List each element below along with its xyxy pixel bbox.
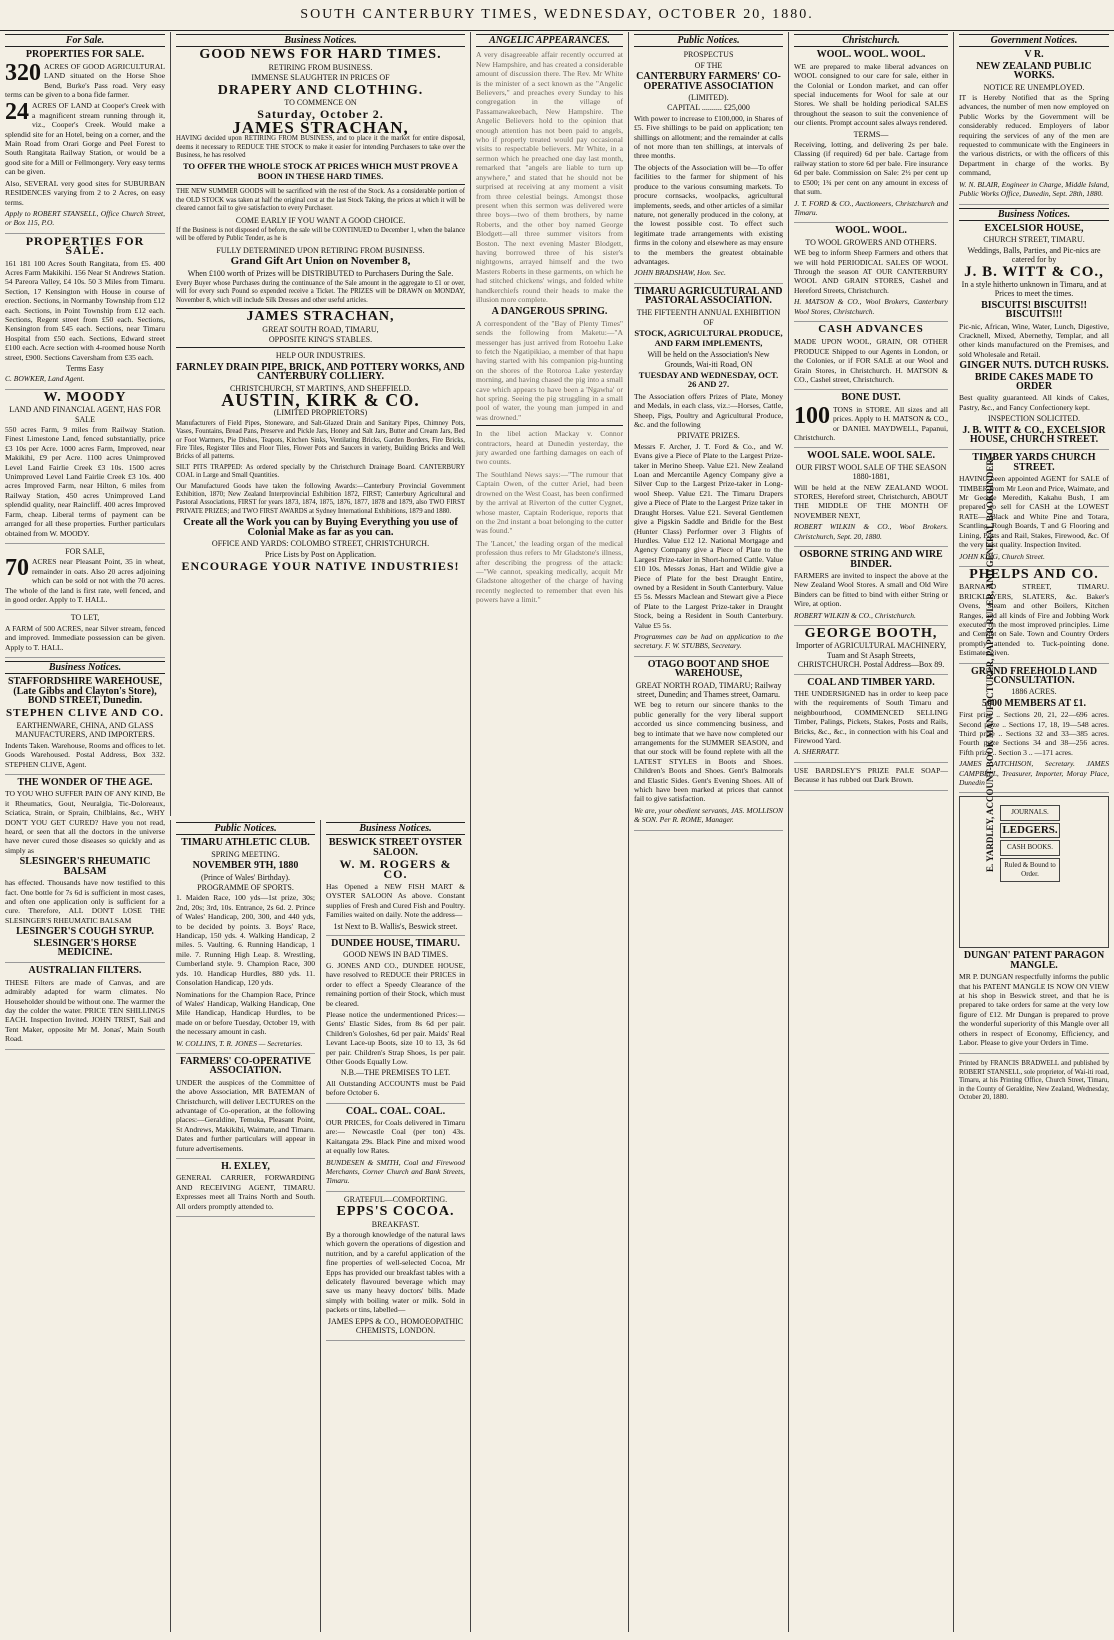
section-heading: Government Notices.: [959, 34, 1109, 47]
ad-otago-boot: [634, 660, 783, 831]
ad-subheading: In a style hitherto unknown in Timaru, and at Prices to meet the times.: [961, 279, 1107, 299]
ad-farmers-cooperative: [176, 1057, 315, 1159]
ad-signature: W. N. BLAIR, Engineer in Charge, Middle Island, Public Works Office, Dunedin, Sept. 28th, 1880.: [959, 179, 1109, 199]
ad-heading: TO OFFER THE WHOLE STOCK AT PRICES WHICH MUST PROVE A BOON IN THESE HARD TIMES.: [182, 161, 459, 181]
section-heading: Business Notices.: [176, 34, 465, 47]
ad-heading: Create all the Work you can by Buying Everything you use of Colonial Make as far as you can.: [183, 517, 458, 538]
ad-text: MADE UPON WOOL, GRAIN, OR OTHER PRODUCE Shipped to our Agents in London, or the Colonies, or if FOR SALE at our Wool and Grain Stores, in Christchurch. H. MATSON & CO., Cashel street, Christchurch.: [794, 337, 948, 384]
ad-number: 100: [794, 402, 830, 429]
ad-text: All Outstanding ACCOUNTS must be Paid before October 6.: [326, 1078, 465, 1098]
ad-heading: TIMARU ATHLETIC CLUB.: [181, 837, 310, 849]
divider: [176, 184, 465, 185]
ad-heading: COAL AND TIMBER YARD.: [807, 676, 935, 688]
ad-subheading: OPPOSITE KING'S STABLES.: [268, 334, 373, 344]
ad-subheading: (LIMITED PROPRIETORS): [273, 408, 368, 418]
ad-subheading: RETIRING FROM BUSINESS.: [268, 62, 373, 72]
ad-text: If the Business is not disposed of before, the sale will be CONTINUED to December 1, when the balance will be offered by Public Tender, as he is: [176, 226, 465, 243]
ad-text: UNDER the auspices of the Committee of the above Association, MR BATEMAN of Christchurch, will deliver LECTURES on the advantage of Co-operation, at the following places:—Geraldine, Temuka, Pleasant Point, St Andrews, Makikihi, Waimate, and Timaru. Dates and further particulars will appear in future advertisements.: [176, 1077, 315, 1153]
ad-heading: GINGER NUTS. DUTCH RUSKS.: [959, 360, 1109, 372]
ad-heading: BESWICK STREET OYSTER SALOON.: [328, 837, 463, 858]
ad-text: FARMERS are invited to inspect the above at the New Zealand Wool Stores. A small and Old Wire Binders can be fitted to bind with either String or Wire, at option.: [794, 570, 948, 609]
ad-subheading: TERMS—: [853, 129, 889, 139]
ad-heading: CASH ADVANCES: [818, 322, 924, 335]
ad-text: TONS in STORE. All sizes and all prices. Apply to H. MATSON & CO., or DANIEL MAYDWELL, Papanui, Christchurch.: [794, 404, 948, 443]
ad-coal-timber: [794, 678, 948, 763]
ad-clive: [5, 677, 165, 775]
ad-epps-cocoa: [326, 1195, 465, 1341]
ad-heading: J. B. WITT & CO., EXCELSIOR HOUSE, CHURCH STREET.: [962, 424, 1106, 446]
ad-athletic-club: [176, 838, 315, 1054]
article-text: The Southland News says:—"The rumour that Captain Owen, of the cutter Ariel, had been drowned on the West Coast, has been confirmed by the arrival at Riverton of the cutter Cygnet, whose master, Captain Roderique, reports that on the 2nd instant a boat belonging to the cutter was found.": [476, 469, 623, 536]
ad-heading: WOOL SALE. WOOL SALE.: [807, 450, 935, 462]
ad-text: 550 acres Farm, 9 miles from Railway Station. Finest Limestone Land, fenced substantially, price £3 10s per Acre. 1000 acres Farm, Improved, near Makikihi, £9 per Acre. 1100 acres Unimproved Level Land Fairlie Creek £3 10s. 1500 acres Unimproved Level Land Fairlie Creek £3 10s. 400 acres Improved Farm, near Hilton, 6 miles from Railway Station, 450 acres Unimproved Land splendid quality, near Raincliff. 400 acres Improved Farm, cheap. Liberal terms of payment can be arranged for all these properties. Further particulars obtained from W. MOODY.: [5, 425, 165, 538]
ad-osborne-binder: [794, 550, 948, 626]
ad-subheading: OF THE: [694, 60, 723, 70]
ledger-label: LEDGERS.: [1000, 823, 1060, 838]
ad-heading: BONE DUST.: [841, 392, 901, 404]
ad-signature: H. MATSON & CO., Wool Brokers, Canterbury Wool Stores, Christchurch.: [794, 297, 948, 316]
ad-subheading: TO WOOL GROWERS AND OTHERS.: [805, 237, 937, 247]
ad-text: THESE Filters are made of Canvas, and are admirably adapted for warm climates. No Householder should be without one. The warmer the day the colder the water. PRICE TEN SHILLINGS EACH. Inspection Invited. JOHN TRIST, Sail and Tent Maker, opposite Mr M. Jonas', Main South Road.: [5, 977, 165, 1044]
ad-subheading: CHURCH STREET, TIMARU.: [983, 235, 1085, 245]
ad-subheading: When £100 worth of Prizes will be DISTRIBUTED to Purchasers During the Sale.: [187, 268, 454, 278]
ad-heading: TIMBER YARDS CHURCH STREET.: [972, 452, 1096, 473]
ad-heading: CANTERBURY FARMERS' CO-OPERATIVE ASSOCIATION: [636, 71, 781, 92]
ad-text: TO YOU WHO SUFFER PAIN OF ANY KIND, Be it Rheumatics, Gout, Neuralgia, Tic-Doloreaux, Sciatica, Strain, or Sprain, Chilblains, &c., WHY DON'T YOU GET CURED? Have you not read, heard, or seen that all the doctors in the universe have never cured those diseases so quickly and as simply as: [5, 789, 165, 855]
ad-subheading: SPRING MEETING.: [211, 849, 280, 859]
ad-subheading: OUR FIRST WOOL SALE OF THE SEASON 1880-1881,: [795, 462, 947, 482]
ad-text: G. JONES AND CO., DUNDEE HOUSE, have resolved to REDUCE their PRICES in order to effect a Speedy Clearance of the remaining portion of their Stock, which must be cleared.: [326, 960, 465, 1008]
ad-wool-ford: [794, 50, 948, 223]
ad-subheading: Importer of AGRICULTURAL MACHINERY, Tuam and St Asaph Streets, CHRISTCHURCH. Postal Address—Box 89.: [795, 641, 947, 670]
article-text: A correspondent of the "Bay of Plenty Times" sends the following from Maketu:—"A messenger has just arrived from Rotoehu Lake to fetch the Ngatipikiao, a member of that hapu having started with his companion pig-hunting on the shores of the Rotoroa Lake yesterday morning, and having chased the pig into a small cave which appears to have been a 'Ngawha' or hot spring. Seeing the pig struggling in a small pool of water, the young man jumped in and was drowned.": [476, 318, 623, 422]
ad-slesinger: [5, 778, 165, 963]
section-heading: Business Notices.: [959, 208, 1109, 221]
ad-heading: NEW ZEALAND PUBLIC WORKS.: [976, 60, 1092, 82]
ad-heading: ENCOURAGE YOUR NATIVE INDUSTRIES!: [181, 558, 460, 573]
ad-text: A FARM of 500 ACRES, near Silver stream, fenced and improved. Immediate possession can be given. Apply to T. HALL.: [5, 623, 165, 652]
ad-subheading: FOR SALE,: [65, 546, 105, 556]
ad-bowker: [5, 259, 165, 390]
article-text: The 'Lancet,' the leading organ of the medical profession thus refers to Mr Gladstone's illness, after describing the progress of the attack:—"We cannot, speaking medically, acquit Mr Gladstone altogether of the charge of having recently neglected to remember that even his powers have a limit.": [476, 538, 623, 605]
ad-moody: [5, 389, 165, 544]
ad-cash-advances: [794, 322, 948, 390]
ad-signature: ROBERT WILKIN & CO., Wool Brokers. Christchurch, Sept. 20, 1880.: [794, 522, 948, 541]
column-christchurch: [788, 32, 953, 1632]
ad-exley: [176, 1162, 315, 1217]
ad-text: WE are prepared to make liberal advances on WOOL consigned to our care for sale, either in the Colonial or London market, and can offer special inducements for Wool for sale at our Stores. We shall be holding periodical SALES throughout the season to suit the convenience of our clients. Prompt account sales always rendered.: [794, 61, 948, 128]
ad-subheading: COME EARLY IF YOU WANT A GOOD CHOICE.: [235, 215, 406, 225]
ad-heading: DUNGAN' PATENT PARAGON MANGLE.: [963, 950, 1105, 971]
ad-heading: JAMES STRACHAN,: [232, 117, 409, 137]
ad-text: SILT PITS TRAPPED: As ordered specially by the Christchurch Drainage Board. CANTERBURY COAL in Large and Small Quantities.: [176, 463, 465, 480]
ad-heading: V R.: [1024, 49, 1044, 61]
ad-text: THE NEW SUMMER GOODS will be sacrificed with the rest of the Stock. As a considerable portion of the OLD STOCK was taken at half the original cost at the last Stock Taking, the prices at which it will be cleared cannot fail to give satisfaction to every Purchaser.: [176, 188, 465, 213]
ad-heading: PROPERTIES FOR SALE.: [25, 49, 145, 61]
ad-text: has effected. Thousands have now testified to this fact. One bottle for 7s 6d is sufficient in most cases, and often one application only is sufficient for a cure. Therefore, ALL DON'T LOSE THE SLESINGER'S RHEUMATIC BALSAM: [5, 878, 165, 925]
ad-george-booth: [794, 625, 948, 675]
ad-subheading: TO LET,: [70, 613, 100, 623]
ad-heading: FARNLEY DRAIN PIPE, BRICK, AND POTTERY WORKS, AND CANTERBURY COLLIERY.: [176, 361, 465, 383]
column-for-sale: [0, 32, 170, 1632]
ad-heading: DUNDEE HOUSE, TIMARU.: [331, 938, 460, 950]
ad-text: First prize .. Sections 20, 21, 22—696 acres. Second prize .. Sections 17, 18, 19—548 acres. Third prize .. Sections 32 and 33—385 acres. Fourth prize Sections 34 and 38—256 acres. Fifth prize .. Section 3 .. —171 acres.: [959, 710, 1109, 757]
ad-coal: [326, 1107, 465, 1192]
ad-phelps: [959, 566, 1109, 664]
ad-subheading: JAMES EPPS & CO., HOMOEOPATHIC CHEMISTS, LONDON.: [327, 1316, 464, 1336]
ad-text: Pic-nic, African, Wine, Water, Lunch, Digestive, Cracknell, Mixed, Abernethy, Templar, and all other kinds manufactured on the Premises, and sold Wholesale and Retail.: [959, 321, 1109, 359]
ad-text: USE BARDSLEY'S PRIZE PALE SOAP—Because it has rubbed out Dark Brown.: [794, 765, 948, 785]
ad-subheading: NOTICE RE UNEMPLOYED.: [983, 82, 1085, 92]
ad-text: Has Opened a NEW FISH MART & OYSTER SALOON As above. Constant supplies of Fresh and Cured Fish and Poultry. Families waited on daily. Note the address—: [326, 882, 465, 920]
ad-heading: SLESINGER'S RHEUMATIC BALSAM: [19, 856, 151, 877]
section-heading: For Sale.: [5, 34, 165, 47]
ad-signature: JAMES AITCHISON, Secretary. JAMES CAMPBELL, Treasurer, Importer, Moray Place, Dunedin: [959, 759, 1109, 788]
section-heading: Public Notices.: [634, 34, 783, 47]
ad-heading: WOOL. WOOL.: [835, 225, 907, 237]
ad-heading: DRAPERY AND CLOTHING.: [217, 82, 424, 98]
article-text: In the libel action Mackay v. Connor contractors, heard at Dunedin yesterday, the jury awarded one farthing damages on each of two counts.: [476, 429, 623, 467]
article-heading: A DANGEROUS SPRING.: [491, 306, 608, 318]
ad-heading: PHELPS AND CO.: [969, 566, 1099, 582]
ad-heading: GEORGE BOOTH,: [804, 625, 938, 641]
ad-signature: A. SHERRATT.: [794, 747, 840, 757]
ad-heading: STEPHEN CLIVE AND CO.: [6, 706, 164, 719]
ad-text: IT is Hereby Notified that as the Spring advances, the number of men now employed on Public Works by the Government will be considerably reduced. Employers of labor requiring the services of any of the men are requested to communicate with the Engineers in the various districts, or with the officers of this Department in charge of the works. By command,: [959, 93, 1109, 178]
ad-heading: FARMERS' CO-OPERATIVE ASSOCIATION.: [179, 1055, 312, 1077]
ad-text: 1. Maiden Race, 100 yds—1st prize, 30s; 2nd, 20s; 3rd, 10s. Entrance, 2s 6d. 2. Prince of Wales' Handicap, 200, 300, and 440 yds, to be decided by points. 3. Boys' Race, Handicap, 150 yds. 4. Walking Handicap, 2 miles. 5. Vaulting. 6. Running Handicap, 1 mile. 7. Running High Leap. 8. Wrestling, Cumberland style. 9. Champion Race, 300 yds. 10. Handicap Hurdles, 880 yds. 11. Consolation Handicap, 120 yds.: [176, 893, 315, 988]
ad-text: Will be held at the NEW ZEALAND WOOL STORES, Hereford street, Christchurch, ABOUT THE MIDDLE OF THE MONTH OF NOVEMBER NEXT,: [794, 482, 948, 520]
ad-timber-yards: [959, 453, 1109, 566]
ad-heading: W. M. ROGERS & CO.: [339, 857, 452, 881]
ad-heading: J. B. WITT & CO.,: [964, 263, 1104, 280]
ad-heading: GRAND FREEHOLD LAND CONSULTATION.: [970, 665, 1098, 686]
ad-signature: We are, your obedient servants, JAS. MOLLISON & SON. Per R. ROME, Manager.: [634, 805, 783, 825]
ad-text: HAVING decided upon RETIRING FROM BUSINESS, and to place it the market for entire disposal, deems it necessary to REDUCE THE STOCK to make it easier for intending Purchasers to take over the Business, he has resolved: [176, 135, 465, 160]
ad-text: Messrs F. Archer, J. T. Ford & Co., and W. Evans give a Piece of Plate to the Largest Prize-taker in Merino Sheep. Value £21. New Zealand Loan and Mercantile Agency Company give a Silver Cup to the Largest Prize-taker in Long-wool Sheep. Value £21. The Timaru Drapers give a Piece of Plate to the Largest Prize taker in Draught Horses. Value £21. Several Gentlemen give a Pigskin Saddle and Bridle for the Best (Hunter Class) Performer over 3 Flights of Hurdles. Value £12 12. National Mortgage and Agency Company give a Piece of Plate to the Largest Prize-taker in Short-horned Cattle. Value £10 10s. Messrs Jonas, Hart and Wildie give a Piece of Plate for the best Draught Entire, owned by a Resident in South Canterbury. Value £5 5s. Messrs Maclean and Stewart give a Piece of Plate to the Largest Prize-taker in Draught Stock, being a Resident in South Canterbury. Value £5 5s.: [634, 441, 783, 630]
ad-dundee-house: [326, 939, 465, 1104]
ad-text: With power to increase to £100,000, in Shares of £5. Five shillings to be paid on application; ten shillings on allotment; and the remainder at calls of not more than ten shillings, at intervals of three months.: [634, 113, 783, 161]
ad-subheading: CHRISTCHURCH, ST MARTIN'S, AND SHEFFIELD.: [229, 383, 412, 393]
ad-heading: NOVEMBER 9TH, 1880: [192, 860, 299, 872]
ad-subheading: GRATEFUL—COMFORTING.: [343, 1194, 448, 1204]
ad-number: 24: [5, 99, 29, 126]
ad-heading: E. YARDLEY, ACCOUNT-BOOK MANUFACTURER, PAPER RULER, AND GENERAL BOOKBINDER,: [985, 457, 995, 873]
ad-text: Nominations for the Champion Race, Prince of Wales' Handicap, Walking Handicap, One Mile Handicap, Handicap Hurdles, to be made on or before Tuesday, October 19, with the necessary amount in cash.: [176, 989, 315, 1037]
ad-oyster-saloon: [326, 838, 465, 936]
ad-text: WE beg to inform Sheep Farmers and others that we will hold PERIODICAL SALES OF WOOL Through the season AT OUR CANTERBURY WOOL AND GRAIN STORES, Cashel and Hereford Streets, Christchurch.: [794, 248, 948, 295]
ad-heading: JAMES STRACHAN,: [246, 309, 395, 325]
imprint: Printed by FRANCIS BRADWELL and published by ROBERT STANSELL, sole proprietor, of Wai-iti road, Timaru, at his Printing Office, Church Street, Timaru, in the County of Geraldine, New Zealand, Wednesday, October 20, 1880.: [959, 1060, 1109, 1101]
ad-text: Indents Taken. Warehouse, Rooms and offices to let. Goods Warehoused. Postal Address, Box 332. STEPHEN CLIVE, Agent.: [5, 740, 165, 769]
masthead: SOUTH CANTERBURY TIMES, WEDNESDAY, OCTOBER 20, 1880.: [0, 0, 1114, 31]
ledger-label: JOURNALS.: [1000, 805, 1060, 820]
ad-heading: TUESDAY AND WEDNESDAY, OCT. 26 AND 27.: [638, 370, 779, 390]
ad-number: 320: [5, 59, 41, 86]
ad-signature: J. T. FORD & CO., Auctioneers, Christchurch and Timaru.: [794, 198, 948, 217]
ad-dungan-mangle: [959, 951, 1109, 1053]
ad-heading: AUSTRALIAN FILTERS.: [28, 965, 142, 977]
section-heading: Business Notices.: [326, 822, 465, 835]
ad-text: Also, SEVERAL very good sites for SUBURBAN RESIDENCES varying from 2 to 2 Acres, on easy terms.: [5, 178, 165, 207]
divider: [176, 347, 465, 348]
ad-70-acres: [5, 547, 165, 610]
ad-text: OUR PRICES, for Coals delivered in Timaru are:— Newcastle Coal (per ton) 43s. Kaitangata 29s. Black Pine and mixed wood at equally low Rates.: [326, 1117, 465, 1156]
ad-heading: BRIDE CAKES MADE TO ORDER: [974, 371, 1094, 392]
column-news: [470, 32, 628, 1632]
section-heading: ANGELIC APPEARANCES.: [476, 34, 623, 47]
ad-text: WE beg to return our sincere thanks to the public generally for the very liberal support accorded us since commencing business, and beg to intimate that we have now completed our arrangements for the SUMMER SEASON, and that our stock will be found replete with all the LATEST STYLES in Boots and Shoes. Children's Boots and Shoes. Gent's Balmorals and Elastic Sides. Gent's Evening Shoes. All of which have been marked at prices that cannot fail to give satisfaction.: [634, 700, 783, 804]
ad-subheading: HELP OUR INDUSTRIES.: [275, 351, 366, 361]
ledger-illustration: [1000, 803, 1060, 884]
ad-subheading: Will be held on the Association's New Grounds, Wai-iti Road, ON: [647, 350, 770, 369]
ad-320-acres: [5, 59, 165, 234]
ad-filters: [5, 966, 165, 1049]
ad-heading: LESINGER'S COUGH SYRUP.: [16, 926, 154, 938]
ad-heading: TIMARU AGRICULTURAL AND PASTORAL ASSOCIATION.: [634, 285, 783, 307]
ad-heading: OTAGO BOOT AND SHOE WAREHOUSE,: [647, 658, 770, 680]
ad-subheading: THE FIFTEENTH ANNUAL EXHIBITION: [636, 307, 781, 317]
ad-public-works: [959, 50, 1109, 204]
ad-bone-dust: [794, 393, 948, 448]
ad-subheading: (Prince of Wales' Birthday).: [200, 872, 291, 882]
ad-signature: ROBERT WILKIN & CO., Christchurch.: [794, 610, 916, 620]
ad-heading: THE WONDER OF THE AGE.: [17, 777, 153, 789]
ad-text: BARNARD STREET, TIMARU. BRICKLAYERS, SLATERS, &c. Baker's Ovens, Steam and other Boilers, Kitchen Ranges, and all kinds of Fire and Jobbing Work executed on the most improved principles. Lime and Cement on Sale. Town and Country Orders promptly attended to. Tuck-pointing done. Estimates given.: [959, 582, 1109, 658]
ad-subheading: N.B.—THE PREMISES TO LET.: [340, 1068, 451, 1078]
ad-text: Every Buyer whose Purchases during the continuance of the Sale amount in the aggregate to £1 or over, will for every such Pound so expended receive a Ticket. The PRIZES will be DRAWN on MONDAY, November 8, which will include Silk Dresses and other useful articles.: [176, 279, 465, 304]
ad-subheading: OFFICE AND YARDS: COLOMBO STREET, CHRISTCHURCH.: [211, 539, 430, 549]
ad-text: ACRES OF LAND at Cooper's Creek with a magnificent stream running through it, viz., Cooper's Creek. Would make a splendid site for an Hotel, being on a corner, and the Main Road from Orari Gorge and Peel Forest to South Rangitata Railway Station, or would be a good site for a Mill or Fellmongery. Very easy terms can be given.: [5, 101, 165, 177]
ad-text: ACRES OF GOOD AGRICULTURAL LAND situated on the Horse Shoe Bend, Burke's Pass road. Very easy terms can be given to a bona fide farmer.: [5, 61, 165, 100]
ad-text: 161 181 100 Acres South Rangitata, from £5. 400 Acres Farm Makikihi. 156 Near St Andrews Station. 54 Pareora Valley, £4 10s. 50 3 Miles from Timaru. Section, 17 Kensington with House in course of erection. Sections, in Normanby Township from £12 each. Sections, in Point Township from £12 each. Sections, Regent street from £50 each. Sections, Kensington from £45 each. Sections, near Timaru Hospital from £50 each. Sections, Edward street £100 each. Acre section with 4-roomed house North street, £900. Sections Caversham from £35 each.: [5, 258, 165, 362]
ad-subheading: TO COMMENCE ON: [284, 98, 357, 108]
ad-text: Best quality guaranteed. All kinds of Cakes, Pastry, &c., and Fancy Confectionery kept.: [959, 393, 1109, 412]
ad-subheading: PROSPECTUS: [683, 50, 734, 60]
ad-text: Terms Easy: [66, 364, 104, 373]
ledger-label: Ruled & Bound to Order.: [1000, 858, 1060, 883]
ad-signature: BUNDESEN & SMITH, Coal and Firewood Merchants, Corner Church and Bank Streets, Timaru.: [326, 1157, 465, 1186]
divider: [476, 425, 623, 426]
ad-heading: PROPERTIES FOR SALE.: [25, 233, 145, 258]
ad-heading: WOOL. WOOL. WOOL.: [816, 49, 926, 61]
ad-ap-association: [634, 287, 783, 657]
ad-heading: OSBORNE STRING AND WIRE BINDER.: [799, 549, 943, 570]
ad-heading: 5000 MEMBERS AT £1.: [981, 697, 1087, 709]
ad-subheading: CAPITAL .......... £25,000: [667, 103, 750, 113]
ad-land-consultation: [959, 667, 1109, 794]
ad-heading: STAFFORDSHIRE WAREHOUSE, (Late Gibbs and Clayton's Store), BOND STREET, Dunedin.: [7, 676, 163, 707]
ad-wool-matson: [794, 226, 948, 322]
column-public-notices: [170, 820, 320, 1632]
ad-heading: EPPS'S COCOA.: [336, 1204, 455, 1220]
ad-excelsior: [959, 224, 1109, 451]
ad-subheading: GOOD NEWS IN BAD TIMES.: [343, 950, 448, 960]
ad-subheading: FULLY DETERMINED UPON RETIRING FROM BUSINESS.: [216, 245, 425, 255]
ad-heading: COAL. COAL. COAL.: [345, 1105, 446, 1117]
ad-text: GENERAL CARRIER, FORWARDING AND RECEIVING AGENT, TIMARU. Expresses meet all Trains North and South. All orders promptly attended to.: [176, 1173, 315, 1211]
ad-subheading: 1886 ACRES.: [1011, 687, 1057, 697]
ad-text: Our Manufactured Goods have taken the following Awards:—Canterbury Provincial Government Exhibition, 1870; New Zealand Interprovincial Exhibition 1872, FIRST; Canterbury Agricultural and Pastoral Associations, FIRST for years 1873, 1874, 1875, 1876, 1877, 1878 and 1879, also TWO FIRST PRIVATE PRIZES; and TWO FIRST AWARDS at Sydney International Exhibitions, 1879 and 1880.: [176, 482, 465, 515]
ad-subheading: BREAKFAST.: [371, 1219, 420, 1229]
ad-heading: Grand Gift Art Union on November 8,: [230, 255, 411, 268]
ad-subheading: (LIMITED).: [688, 93, 729, 103]
ad-heading: BISCUITS! BISCUITS!! BISCUITS!!!: [981, 299, 1087, 321]
ad-bardsley-soap: [794, 766, 948, 791]
ad-text: HAVING been appointed AGENT for SALE of TIMBER from Mr Leon and Price, Waimate, and Mr George Meredith, Kakahu Bush, I am prepared to sell for CASH at the LOWEST RATE— Black and White Pine and Totara, Scantling, Rough Boards, T and G Flooring and Lining, Posts and Rail, Stakes, Firewood, &c. Of the very best quality. Inspection Invited.: [959, 474, 1109, 550]
article-text: A very disagreeable affair recently occurred at New Hampshire, and has created a considerable amount of discussion there. The Rev. Mr White is the minister of a sect known as the "Angelic Believers," and preaches every Sunday to his congregation in the village of Passamawakeebach, New Hampshire. The Angelic Believers hold to the opinion that enough attention has not been paid to angels, who if properly treated would pay occasional visits to respectable believers. Mr White, in a sermon which he preached one day last month, remarked that "angels are liable to turn up anywhere," and stated that he should not be surprised at receiving at any moment a visit from three celestial beings. Amongst those present when this sermon was delivered were three boys—two of them brothers, by name Roberts, and the other boy named George Blodgett—all three summer visitors from Boston. The next evening Master Blodgett, having borrowed three of his sister's nightgowns, arrayed himself and the two Masters Roberts in these garments, on which he had stitched chickens' wings, and folded white handkerchiefs round their heads to make the illusion more complete.: [476, 50, 623, 304]
section-heading: Christchurch.: [794, 34, 948, 47]
section-heading: Business Notices.: [5, 661, 165, 674]
ad-subheading: GREAT SOUTH ROAD, TIMARU,: [262, 324, 379, 334]
ad-text: ACRES near Pleasant Point, 35 in wheat, remainder in oats. Also 20 acres adjoining which can be sold or not with the 70 acres. The whole of the land is first rate, well fenced, and in good order. Apply to T. HALL.: [5, 557, 165, 604]
column-business-lower: [320, 820, 470, 1632]
ad-text: By a thorough knowledge of the natural laws which govern the operations of digestion and nutrition, and by a careful application of the fine properties of well-selected Cocoa, Mr Epps has provided our breakfast tables with a delicately flavoured beverage which may save us many heavy doctors' bills. Made simply with boiling water or milk. Sold in packets or tins, labelled—: [326, 1230, 465, 1315]
ad-heading: STOCK, AGRICULTURAL PRODUCE, AND FARM IMPLEMENTS,: [634, 328, 783, 348]
ad-heading: AUSTIN, KIRK & CO.: [221, 390, 420, 410]
ad-text: Manufacturers of Field Pipes, Stoneware, and Salt-Glazed Drain and Sanitary Pipes, Chimney Pots, Vases, Fountains, Bread Pans, Preserve and Pickle Jars, Honey and Salt Jars, Butter and Cream Jars, Bed or Foot Warmers, Pie Dishes, Teapots, Kitchen Sinks, Ventilating Bricks, Garden Borders, Fire Bricks, Fire Tiles, Register Tiles and Floor Tiles, Flower Pots and Saucers in variety, Building Bricks and Well Bricks of all patterns.: [176, 419, 465, 461]
ad-subheading: OF: [703, 317, 714, 327]
ad-text: Receiving, lotting, and delivering 2s per bale. Classing (if required) 6d per bale. Cartage from railway station to store 6d per bale. Fire insurance 6d per bale. Commission on Sale: 2½ per cent up to £500; 1¾ per cent on any amount in excess of that sum.: [794, 140, 948, 197]
column-public-notices-right: [628, 32, 788, 1632]
ad-subheading: INSPECTION SOLICITED.: [988, 414, 1080, 424]
ad-farmers-prospectus: [634, 50, 783, 283]
ad-text: MR P. DUNGAN respectfully informs the public that his PATENT MANGLE IS NOW ON VIEW at his shop in Beswick street, and that he is prepared to take orders for same at the very low figure of £12. Mr Dungan is prepared to prove the wonderful superiority of this Mangle over all others in respect of Economy, Efficiency, and Labor. Please to give your Orders in Time.: [959, 972, 1109, 1048]
ad-subheading: PRIVATE PRIZES.: [677, 431, 740, 441]
ad-signature: Apply to ROBERT STANSELL, Office Church Street, or Box 115, P.O.: [5, 208, 165, 228]
ad-signature: W. COLLINS, T. R. JONES — Secretaries.: [176, 1038, 303, 1048]
ad-wool-sale: [794, 451, 948, 547]
ad-heading: GOOD NEWS FOR HARD TIMES.: [199, 47, 442, 63]
ad-subheading: PROGRAMME OF SPORTS.: [197, 883, 294, 893]
ad-text: THE UNDERSIGNED has in order to keep pace with the requirements of South Timaru and neighbourhood, COMMENCED SELLING Timber, Palings, Pickets, Stakes, Posts and Rails, Bricks, &c., &c., in connection with his Coal and Firewood Yard.: [794, 688, 948, 745]
ad-to-let: [5, 613, 165, 658]
ad-subheading: Weddings, Balls, Parties, and Pic-nics are catered for by: [967, 245, 1101, 265]
column-government: [953, 32, 1114, 1632]
ad-subheading: EARTHENWARE, CHINA, AND GLASS MANUFACTURERS, AND IMPORTERS.: [15, 721, 155, 740]
section-heading: Public Notices.: [176, 822, 315, 835]
ad-heading: W. MOODY: [43, 389, 127, 405]
ad-signature: JOHN KING, Church Street.: [959, 551, 1045, 561]
ad-heading: Saturday, October 2.: [257, 107, 384, 122]
ad-text: The objects of the Association will be—To offer facilities to the farmer for shipment of his produce to the various consuming markets. To procure cornsacks, woolpacks, agricultural implements, seeds, and other articles of a similar nature, not generally produced in the colony, at the lowest possible cost. To effect such legitimate trade arrangements with existing firms in the colony and elsewhere as may ensure to the members the greatest obtainable advantages.: [634, 162, 783, 266]
ad-heading: H. EXLEY,: [221, 1161, 270, 1172]
column-business-wide: [170, 32, 470, 816]
ad-text: Please notice the undermentioned Prices:—Gents' Elastic Sides, from 8s 6d per pair. Children's Goloshes, 6d per pair. Maids' Real Levant Lace-up Boots, size 10 to 13, 3s 6d per pair. Children's Strap Shoes, 1s per pair. Other Goods Equally Low.: [326, 1009, 465, 1066]
ad-subheading: LAND AND FINANCIAL AGENT, HAS FOR SALE: [9, 405, 161, 424]
ad-heading: EXCELSIOR HOUSE,: [984, 222, 1084, 234]
ad-subheading: IMMENSE SLAUGHTER IN PRICES OF: [251, 73, 390, 83]
ad-subheading: GREAT NORTH ROAD, TIMARU; Railway street, Dunedin; and Thames street, Oamaru.: [635, 680, 782, 699]
ad-subheading: Price Lists by Post on Application.: [264, 549, 377, 559]
ad-subheading: 1st Next to B. Wallis's, Beswick street.: [333, 921, 458, 931]
ad-text: The Association offers Prizes of Plate, Money and Medals, in each class, viz.:—Horses, Cattle, Sheep, Pigs, Poultry and Agricultural Produce, &c. and the following: [634, 391, 783, 430]
ad-heading: SLESINGER'S HORSE MEDICINE.: [33, 937, 137, 958]
ad-number: 70: [5, 555, 29, 582]
ad-signature: JOHN BRADSHAW, Hon. Sec.: [634, 268, 726, 278]
ad-signature: Programmes can be had on application to the secretary. F. W. STUBBS, Secretary.: [634, 631, 783, 651]
ledger-label: CASH BOOKS.: [1000, 840, 1060, 855]
ad-signature: C. BOWKER, Land Agent.: [5, 374, 85, 384]
